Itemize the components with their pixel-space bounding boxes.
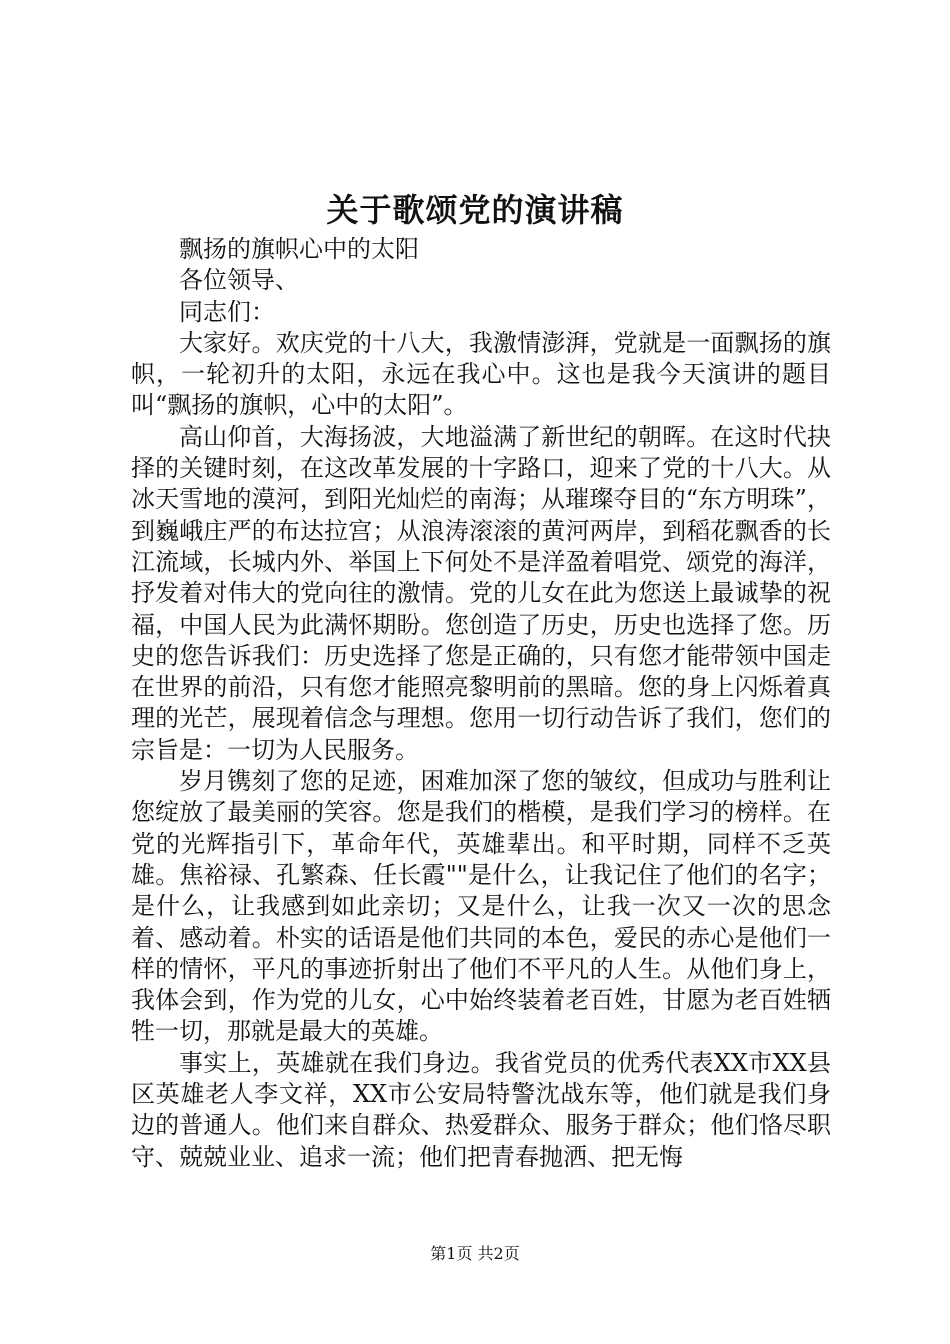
- paragraph-heroes: 岁月镌刻了您的足迹，困难加深了您的皱纹，但成功与胜利让您绽放了最美丽的笑容。您是我们的楷模，是我们学习的榜样。在党的光辉指引下，革命年代，英雄辈出。和平时期，同样不乏英雄。焦裕禄、孔繁森、任长霞""是什么，让我记住了他们的名字；是什么，让我感到如此亲切；又是什么，让我一次又一次的思念着、感动着。朴实的话语是他们共同的本色，爱民的赤心是他们一样的情怀，平凡的事迹折射出了他们不平凡的人生。从他们身上，我体会到，作为党的儿女，心中始终装着老百姓，甘愿为老百姓牺牲一切，那就是最大的英雄。: [131, 767, 831, 1046]
- salutation-comrades: 同志们：: [179, 297, 275, 326]
- salutation-leaders: 各位领导、: [179, 266, 299, 295]
- page-footer: 第1页 共2页: [430, 1244, 520, 1263]
- paragraph-around-us: 事实上，英雄就在我们身边。我省党员的优秀代表XX市XX县区英雄老人李文祥，XX市公安局特警沈战东等，他们就是我们身边的普通人。他们来自群众、热爱群众、服务于群众；他们恪尽职守、兢兢业业、追求一流；他们把青春抛洒、把无悔: [131, 1048, 831, 1171]
- document-title: 关于歌颂党的演讲稿: [326, 191, 624, 229]
- paragraph-congress: 高山仰首，大海扬波，大地溢满了新世纪的朝晖。在这时代抉择的关键时刻，在这改革发展的十字路口，迎来了党的十八大。从冰天雪地的漠河，到阳光灿烂的南海；从璀璨夺目的“东方明珠”，到巍峨庄严的布达拉宫；从浪涛滚滚的黄河两岸，到稻花飘香的长江流域，长城内外、举国上下何处不是洋盈着唱党、颂党的海洋，抒发着对伟大的党向往的激情。党的儿女在此为您送上最诚挚的祝福，中国人民为此满怀期盼。您创造了历史，历史也选择了您。历史的您告诉我们：历史选择了您是正确的，只有您才能带领中国走在世界的前沿，只有您才能照亮黎明前的黑暗。您的身上闪烁着真理的光芒，展现着信念与理想。您用一切行动告诉了我们，您们的宗旨是：一切为人民服务。: [131, 422, 831, 764]
- paragraph-greeting: 大家好。欢庆党的十八大，我激情澎湃，党就是一面飘扬的旗帜，一轮初升的太阳，永远在我心中。这也是我今天演讲的题目叫“飘扬的旗帜，心中的太阳”。: [131, 328, 831, 420]
- document-body: [131, 234, 831, 1173]
- subtitle-line: 飘扬的旗帜心中的太阳: [179, 235, 419, 263]
